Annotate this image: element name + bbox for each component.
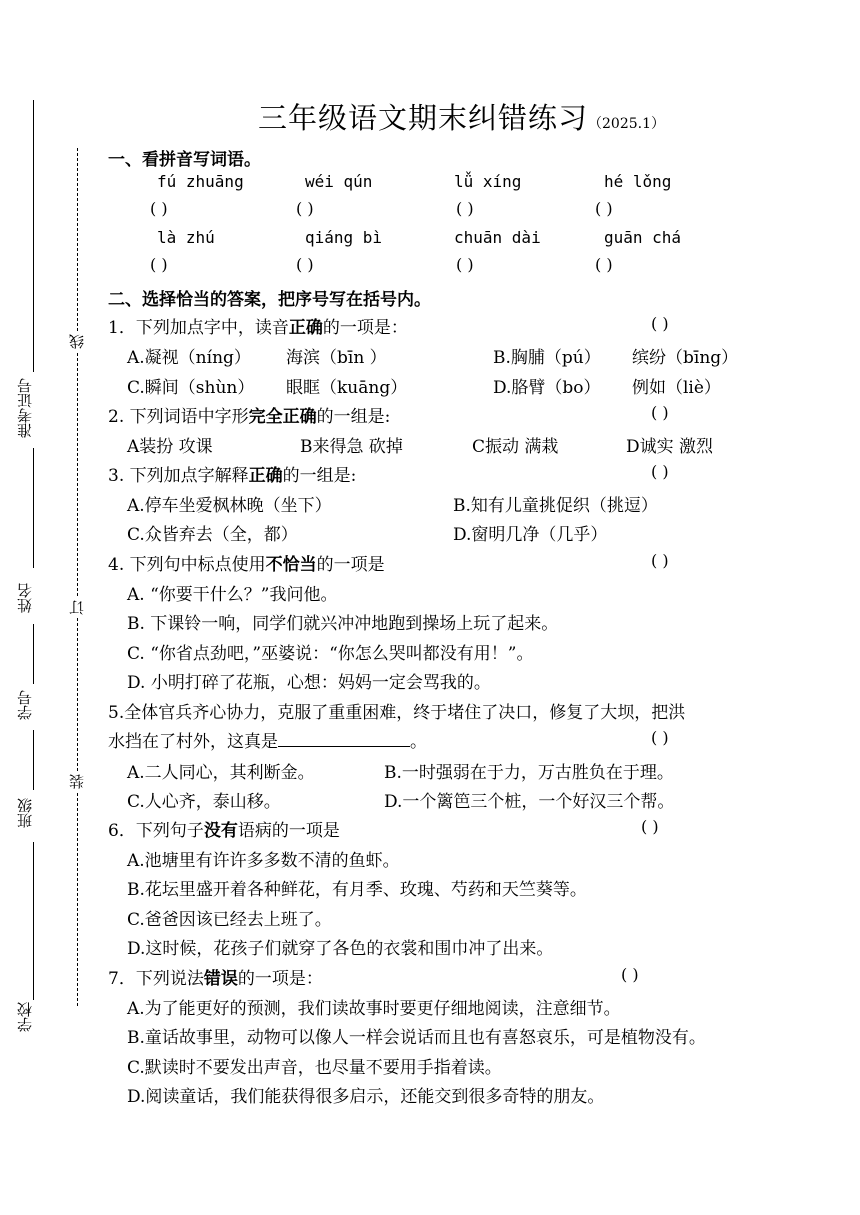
id-number-label: 准考证号 <box>16 378 34 438</box>
q3-option-a: A.停车坐爱枫林晚（坐下） <box>127 496 332 516</box>
pinyin-6: qiáng bì <box>305 228 383 247</box>
binding-line-5 <box>33 842 34 1000</box>
q7-option-b: B.童话故事里，动物可以像人一样会说话而且也有喜怒哀乐，可是植物没有。 <box>127 1028 706 1048</box>
student-number-label: 学号 <box>16 690 34 720</box>
cut-label-zhuang: 装 <box>68 774 86 789</box>
q5-blank[interactable] <box>278 732 410 747</box>
section1-heading: 一、看拼音写词语。 <box>108 150 261 170</box>
q6-emphasis: 没有 <box>203 821 238 841</box>
q4-option-d: D. 小明打碎了花瓶，心想：妈妈一定会骂我的。 <box>127 673 491 693</box>
q1-option-d1: D.胳臂（bo） <box>493 378 601 398</box>
q6-option-a: A.池塘里有许许多多数不清的鱼虾。 <box>127 851 400 871</box>
q1-answer-bracket[interactable]: ( ) <box>651 314 669 333</box>
answer-bracket-8[interactable]: ( ) <box>595 255 613 274</box>
q5-option-d: D.一个篱笆三个桩，一个好汉三个帮。 <box>384 792 675 812</box>
binding-line-3 <box>33 624 34 684</box>
answer-bracket-2[interactable]: ( ) <box>296 199 314 218</box>
q3-option-b: B.知有儿童挑促织（挑逗） <box>453 496 658 516</box>
answer-bracket-3[interactable]: ( ) <box>456 199 474 218</box>
q6-option-c: C.爸爸因该已经去上班了。 <box>127 910 332 930</box>
cut-label-xian: 线 <box>68 334 86 349</box>
q6-option-d: D.这时候，花孩子们就穿了各色的衣裳和围巾冲了出来。 <box>127 939 554 959</box>
school-label: 学校 <box>16 1002 34 1032</box>
q1-option-c1: C.瞬间（shùn） <box>127 378 255 398</box>
q1-option-a2: 海滨（bīn ） <box>286 348 387 368</box>
q1-option-d2: 例如（liè） <box>632 378 721 398</box>
binding-line-4 <box>33 730 34 790</box>
q5-stem-line1: 5.全体官兵齐心协力，克服了重重困难，终于堵住了决口，修复了大坝，把洪 <box>108 703 686 723</box>
q7-option-c: C.默读时不要发出声音，也尽量不要用手指着读。 <box>127 1058 502 1078</box>
q1-option-a1: A.凝视（níng） <box>127 348 251 368</box>
title-date: （2025.1） <box>588 116 666 132</box>
q2-option-d: D诚实 激烈 <box>626 437 714 457</box>
q2-emphasis: 完全正确 <box>248 407 317 427</box>
q4-stem: 4. 下列句中标点使用不恰当的一项是 <box>108 555 385 575</box>
q3-answer-bracket[interactable]: ( ) <box>651 462 669 481</box>
q7-option-d: D.阅读童话，我们能获得很多启示，还能交到很多奇特的朋友。 <box>127 1087 605 1107</box>
q3-emphasis: 正确 <box>248 466 283 486</box>
pinyin-5: là zhú <box>157 228 215 247</box>
q7-emphasis: 错误 <box>203 969 238 989</box>
answer-bracket-5[interactable]: ( ) <box>150 255 168 274</box>
section2-heading: 二、选择恰当的答案，把序号写在括号内。 <box>108 290 431 310</box>
class-label: 班级 <box>16 798 34 828</box>
q2-option-a: A装扮 攻课 <box>127 437 213 457</box>
q4-option-b: B. 下课铃一响，同学们就兴冲冲地跑到操场上玩了起来。 <box>127 614 559 634</box>
q3-option-d: D.窗明几净（几乎） <box>453 525 608 545</box>
q1-emphasis: 正确 <box>288 318 323 338</box>
answer-bracket-1[interactable]: ( ) <box>150 199 168 218</box>
q5-option-b: B.一时强弱在于力，万古胜负在于理。 <box>384 763 674 783</box>
q5-stem-line2: 水挡在了村外，这真是 。 <box>108 732 427 752</box>
q5-answer-bracket[interactable]: ( ) <box>651 728 669 747</box>
pinyin-7: chuān dài <box>454 228 541 247</box>
page-title: 三年级语文期末纠错练习（2025.1） <box>258 101 666 135</box>
q7-answer-bracket[interactable]: ( ) <box>621 965 639 984</box>
q4-emphasis: 不恰当 <box>265 555 317 575</box>
q4-answer-bracket[interactable]: ( ) <box>651 551 669 570</box>
pinyin-8: guān chá <box>604 228 682 247</box>
q3-option-c: C.众皆弃去（全，都） <box>127 525 298 545</box>
pinyin-3: lǚ xíng <box>454 172 522 191</box>
cut-line <box>77 148 78 1006</box>
q2-stem: 2. 下列词语中字形完全正确的一组是: <box>108 407 391 427</box>
q6-stem: 6．下列句子没有语病的一项是 <box>108 821 340 841</box>
q7-stem: 7．下列说法错误的一项是： <box>108 969 323 989</box>
name-label: 姓名 <box>16 583 34 613</box>
binding-line-2 <box>33 448 34 568</box>
q1-option-b1: B.胸脯（pú） <box>493 348 601 368</box>
q2-option-c: C振动 满栽 <box>472 437 559 457</box>
q4-option-a: A. “你要干什么？”我问他。 <box>127 585 338 605</box>
q1-stem: 1．下列加点字中，读音正确的一项是： <box>108 318 408 338</box>
q1-option-c2: 眼眶（kuāng） <box>286 378 408 398</box>
q6-answer-bracket[interactable]: ( ) <box>641 817 659 836</box>
binding-line-1 <box>33 100 34 372</box>
pinyin-2: wéi qún <box>305 172 373 191</box>
q6-option-b: B.花坛里盛开着各种鲜花，有月季、玫瑰、芍药和天竺葵等。 <box>127 880 587 900</box>
pinyin-1: fú zhuāng <box>157 172 244 191</box>
answer-bracket-7[interactable]: ( ) <box>456 255 474 274</box>
q7-option-a: A.为了能更好的预测，我们读故事时要更仔细地阅读，注意细节。 <box>127 999 621 1019</box>
q4-option-c: C. “你省点劲吧，”巫婆说：“你怎么哭叫都没有用！”。 <box>127 644 534 664</box>
q2-answer-bracket[interactable]: ( ) <box>651 403 669 422</box>
answer-bracket-4[interactable]: ( ) <box>595 199 613 218</box>
q5-option-a: A.二人同心，其利断金。 <box>127 763 315 783</box>
q3-stem: 3. 下列加点字解释正确的一组是: <box>108 466 357 486</box>
pinyin-4: hé lǒng <box>604 172 672 191</box>
q5-option-c: C.人心齐，泰山移。 <box>127 792 281 812</box>
cut-label-ding: 订 <box>68 600 86 615</box>
q2-option-b: B来得急 砍掉 <box>300 437 403 457</box>
answer-bracket-6[interactable]: ( ) <box>296 255 314 274</box>
q1-option-b2: 缤纷（bīng） <box>632 348 739 368</box>
